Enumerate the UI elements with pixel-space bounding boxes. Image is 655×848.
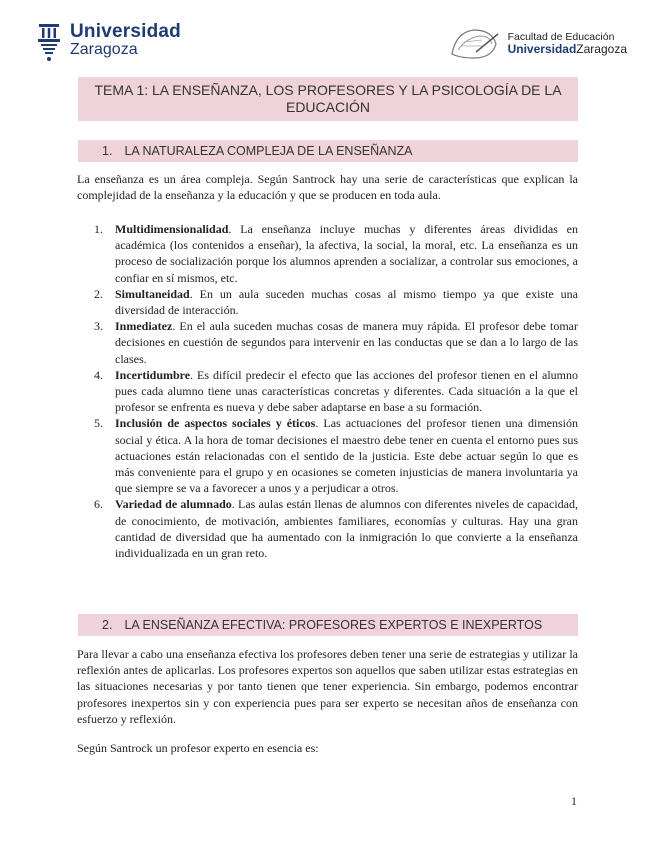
list-item-number: 5. bbox=[94, 416, 103, 431]
list-item bbox=[94, 496, 578, 561]
logo-faculty-university-bold: Universidad bbox=[507, 42, 577, 57]
list-item-text: . En el aula suceden muchas cosas de manera muy rápida. El profesor debe tomar decisiones en cuestión de segundos para intervenir en las conductas que se dan a lo largo de las clases. bbox=[115, 319, 578, 366]
section-1-intro-paragraph: La enseñanza es un área compleja. Según Santrock hay una serie de características que explican la complejidad de la enseñanza y la educación y que se producen en toda aula. bbox=[77, 172, 578, 203]
section-2-paragraph-2 bbox=[77, 740, 578, 756]
section-2-number: 2. bbox=[102, 618, 113, 632]
list-item-term: Inmediatez bbox=[115, 319, 173, 334]
section-1-number: 1. bbox=[102, 144, 113, 158]
list-item-term: Incertidumbre bbox=[115, 367, 191, 382]
section-1-intro bbox=[77, 171, 578, 203]
faculty-emblem-icon bbox=[446, 24, 502, 64]
logo-university-city: Zaragoza bbox=[70, 41, 138, 58]
list-item-term: Inclusión de aspectos sociales y éticos bbox=[115, 416, 316, 431]
list-item bbox=[94, 367, 578, 416]
list-item-number: 6. bbox=[94, 497, 103, 512]
list-item bbox=[94, 286, 578, 318]
section-2-paragraph-1 bbox=[77, 646, 578, 727]
list-item bbox=[94, 415, 578, 496]
logo-faculty-name: Facultad de Educación bbox=[507, 31, 615, 44]
page-number: 1 bbox=[571, 794, 577, 808]
list-item-text: . Las actuaciones del profesor tienen una dimensión social y ética. A la hora de tomar decisiones el maestro debe tener en cuenta el entorno pues sus actuaciones están relacionadas con el sentido de la justicia. Este debe actuar según lo que es más conveniente para el grupo y en ocasiones se cometen injusticias de manera involuntaria ya que siempre se va a favorecer a unos y a perjudicar a otros. bbox=[115, 416, 578, 496]
list-item bbox=[94, 318, 578, 367]
list-item-number: 4. bbox=[94, 367, 103, 382]
list-item-term: Variedad de alumnado bbox=[115, 497, 232, 512]
universidad-zaragoza-logo bbox=[36, 22, 181, 64]
list-item bbox=[94, 221, 578, 286]
section-2-title: LA ENSEÑANZA EFECTIVA: PROFESORES EXPERTOS E INEXPERTOS bbox=[124, 618, 543, 632]
section-2-para1-text: Para llevar a cabo una enseñanza efectiva los profesores deben tener una serie de estrategias y utilizar la reflexión antes de aplicarlas. Los profesores expertos son aquellos que saben utilizar estas estrategias en las situaciones necesarias y por tanto tienen que tener experiencia. Sin embargo, podemos encontrar profesores inexpertos sin y con experiencia pues para ser experto se necesitan años de enseñanza con esfuerzo y reflexión. bbox=[77, 647, 578, 726]
list-item-term: Multidimensionalidad bbox=[115, 222, 229, 236]
list-item-number: 3. bbox=[94, 319, 103, 334]
logo-university-name: Universidad bbox=[70, 21, 181, 42]
university-crest-icon bbox=[36, 22, 62, 64]
list-item-term: Simultaneidad bbox=[115, 286, 190, 301]
list-item-text: . En un aula suceden muchas cosas al mismo tiempo ya que existe una diversidad de interacción. bbox=[115, 286, 578, 318]
list-item-text: . Las aulas están llenas de alumnos con diferentes niveles de capacidad, de conocimiento, de motivación, ambientes familiares, economías y culturas. Hay una gran cantidad de diversidad que ha aumentado con la inmigración lo que convierte a la enseñanza individualizada en un gran reto. bbox=[115, 497, 578, 561]
list-item-number: 2. bbox=[94, 286, 103, 301]
list-item-text: . Es difícil predecir el efecto que las acciones del profesor tienen en el alumno pues cada alumno tiene unas características concretas y diferentes. Cada situación a la que el profesor se enfrenta es nueva y debe saber adaptarse en base a su formación. bbox=[115, 367, 578, 415]
logo-faculty-university bbox=[508, 43, 627, 57]
logo-faculty-university-city: Zaragoza bbox=[576, 42, 627, 57]
facultad-educacion-logo bbox=[446, 24, 627, 64]
section-2-heading bbox=[78, 614, 578, 636]
document-title: TEMA 1: LA ENSEÑANZA, LOS PROFESORES Y LA PSICOLOGÍA DE LA EDUCACIÓN bbox=[78, 77, 578, 121]
section-2-para2-text: Según Santrock un profesor experto en esencia es: bbox=[77, 741, 319, 755]
list-item-text: . La enseñanza incluye muchas y diferentes áreas divididas en académica (los contenidos a enseñar), la afectiva, la social, la moral, etc. La enseñanza es un proceso de socialización porque los alumnos aprenden a socializar, a controlar sus emociones, a confiar en sí mismos, etc. bbox=[115, 222, 578, 285]
list-item-number: 1. bbox=[94, 222, 103, 236]
section-1-title: LA NATURALEZA COMPLEJA DE LA ENSEÑANZA bbox=[124, 144, 413, 158]
section-1-heading bbox=[78, 140, 578, 162]
complexity-characteristics-list bbox=[94, 221, 578, 561]
